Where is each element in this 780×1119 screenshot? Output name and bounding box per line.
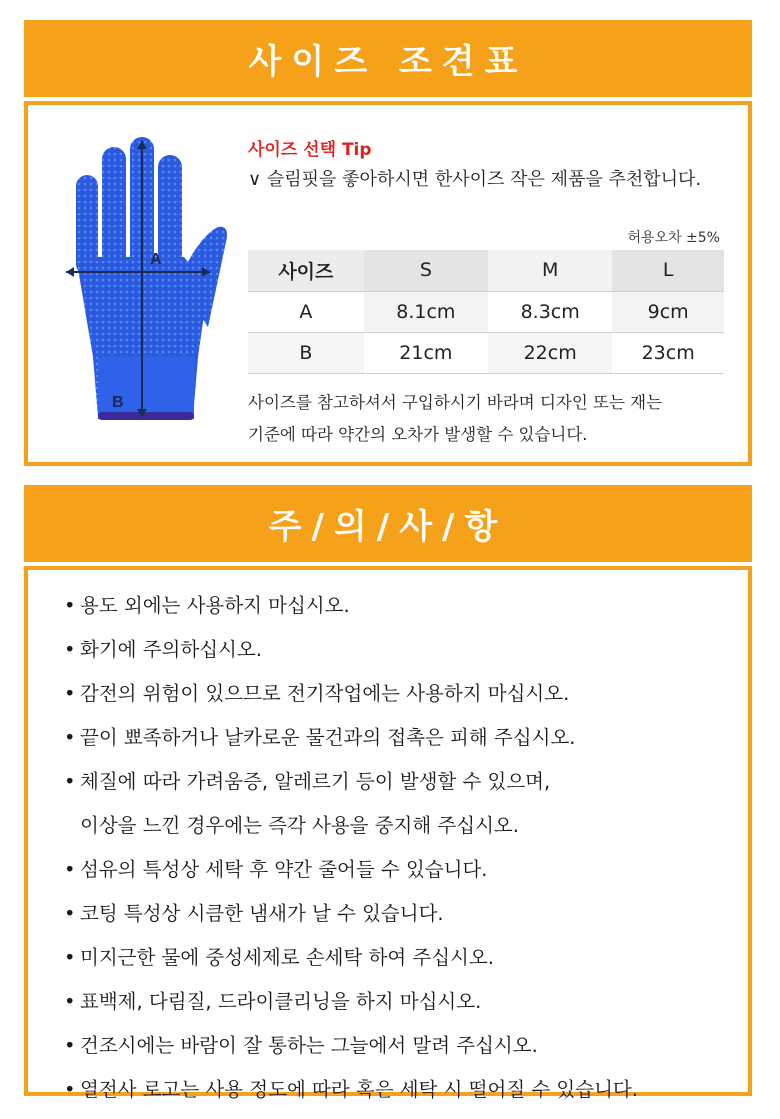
- caution-banner: 주/의/사/항: [24, 485, 752, 562]
- size-table-header: 사이즈: [248, 250, 364, 291]
- size-table: [248, 250, 724, 374]
- size-tip-title: 사이즈 선택 Tip: [248, 140, 372, 160]
- caution-item: • 표백제, 다림질, 드라이클리닝을 하지 마십시오.: [64, 990, 482, 1013]
- glove-image: [58, 127, 228, 447]
- caution-item: • 끝이 뾰족하거나 날카로운 물건과의 접촉은 피해 주십시오.: [64, 726, 576, 749]
- size-table-row: [248, 332, 724, 373]
- size-table-cell: 8.3cm: [488, 291, 612, 332]
- size-table-row: [248, 291, 724, 332]
- caution-item: • 용도 외에는 사용하지 마십시오.: [64, 594, 350, 617]
- caution-item: • 화기에 주의하십시오.: [64, 638, 262, 661]
- caution-item: • 섬유의 특성상 세탁 후 약간 줄어들 수 있습니다.: [64, 858, 488, 881]
- size-table-cell: 23cm: [612, 332, 724, 373]
- tolerance-note: 허용오차 ±5%: [627, 230, 720, 246]
- size-table-header: L: [612, 250, 724, 291]
- size-note-line: 기준에 따라 약간의 오차가 발생할 수 있습니다.: [248, 425, 588, 444]
- caution-item: • 건조시에는 바람이 잘 통하는 그늘에서 말려 주십시오.: [64, 1034, 538, 1057]
- size-table-header-row: [248, 250, 724, 291]
- caution-list: [64, 584, 744, 1112]
- size-chart-panel: [24, 101, 752, 466]
- glove-label-b: B: [112, 394, 124, 411]
- size-note: [248, 387, 728, 451]
- size-chart-banner: 사이즈 조견표: [24, 20, 752, 97]
- size-table-cell: B: [248, 332, 364, 373]
- caution-item: • 미지근한 물에 중성세제로 손세탁 하여 주십시오.: [64, 946, 494, 969]
- glove-label-a: A: [150, 251, 162, 268]
- caution-item-continuation: 이상을 느낀 경우에는 즉각 사용을 중지해 주십시오.: [80, 814, 519, 837]
- caution-item: • 감전의 위험이 있으므로 전기작업에는 사용하지 마십시오.: [64, 682, 570, 705]
- caution-item: • 열전사 로고는 사용 정도에 따라 혹은 세탁 시 떨어질 수 있습니다.: [64, 1078, 638, 1101]
- size-tip-text: ∨ 슬림핏을 좋아하시면 한사이즈 작은 제품을 추천합니다.: [248, 169, 702, 190]
- size-note-line: 사이즈를 참고하셔서 구입하시기 바라며 디자인 또는 재는: [248, 393, 663, 412]
- size-table-header: M: [488, 250, 612, 291]
- size-table-cell: 21cm: [364, 332, 488, 373]
- size-table-cell: 8.1cm: [364, 291, 488, 332]
- size-table-header: S: [364, 250, 488, 291]
- size-table-cell: 9cm: [612, 291, 724, 332]
- caution-item: • 체질에 따라 가려움증, 알레르기 등이 발생할 수 있으며,: [64, 770, 551, 793]
- caution-item: • 코팅 특성상 시큼한 냄새가 날 수 있습니다.: [64, 902, 444, 925]
- caution-panel: [24, 566, 752, 1101]
- size-table-cell: 22cm: [488, 332, 612, 373]
- size-table-cell: A: [248, 291, 364, 332]
